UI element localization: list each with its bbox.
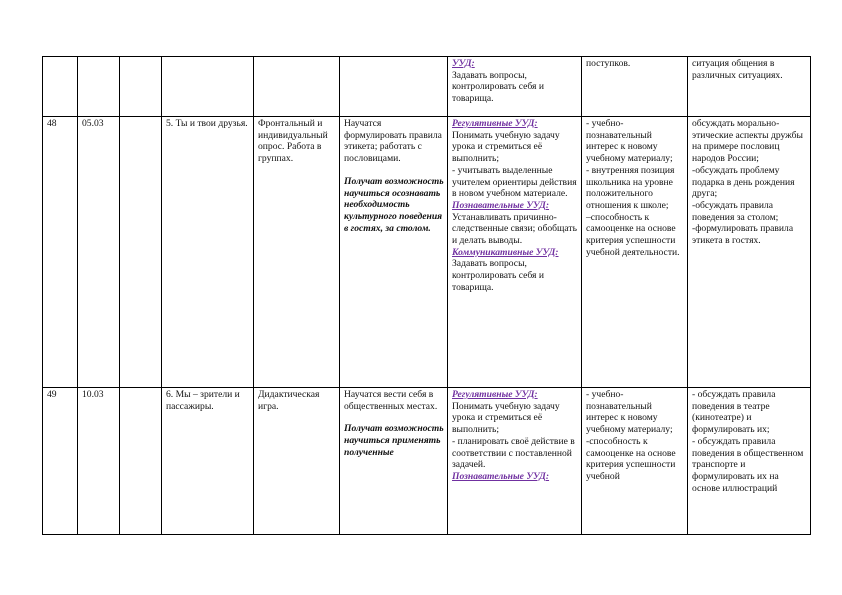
cell-uud <box>448 388 582 535</box>
cell-activities <box>688 57 811 117</box>
cell-subject-results <box>340 57 448 117</box>
table-row-continuation <box>43 57 811 117</box>
cell-topic: 5. Ты и твои друзья. <box>162 117 254 388</box>
uud-text: Задавать вопросы, контролировать себя и товарища. <box>452 69 547 105</box>
cell-topic <box>162 57 254 117</box>
uud-heading: Регулятивные УУД: <box>452 389 538 400</box>
uud-heading: Познавательные УУД: <box>452 470 550 482</box>
cell-number <box>43 57 78 117</box>
cell-date-fact <box>120 57 162 117</box>
uud-text: - планировать своё действие в соответствии с поставленной задачей. <box>452 435 578 471</box>
lesson-plan-table <box>42 56 811 535</box>
uud-text: - учитывать выделенные учителем ориентиры действия в новом учебном материале. <box>452 164 580 200</box>
activities-text: -формулировать правила этикета в гостях. <box>692 223 796 247</box>
personal-text: –способность к самооценке на основе критерия успешности учебной деятельности. <box>586 211 680 258</box>
cell-personal <box>582 117 688 388</box>
cell-form <box>254 57 340 117</box>
cell-date-fact <box>120 117 162 388</box>
cell-personal <box>582 57 688 117</box>
cell-personal <box>582 388 688 535</box>
uud-heading: УУД: <box>452 58 475 69</box>
subject-result-text: Научатся вести себя в общественных местах. <box>344 389 438 412</box>
personal-text: - внутренняя позиция школьника на уровне положительного отношения к школе; <box>586 164 677 211</box>
cell-uud <box>448 57 582 117</box>
personal-text: поступков. <box>586 58 631 69</box>
cell-number: 48 <box>43 117 78 388</box>
subject-result-text: Получат возможность научиться осознавать необходимость культурного поведения в гостях, за столом. <box>344 175 447 234</box>
activities-text: - обсуждать правила поведения в общественном транспорте и формулировать их на основе иллюстраций <box>692 435 806 494</box>
personal-text: -способность к самооценке на основе критерия успешности учебной <box>586 435 679 482</box>
cell-uud <box>448 117 582 388</box>
cell-date-plan <box>78 57 120 117</box>
activities-text: обсуждать морально-этические аспекты дружбы на примере пословиц народов России; <box>692 118 806 165</box>
table-row <box>43 388 811 535</box>
subject-result-text: Научатся формулировать правила этикета; работать с пословицами. <box>344 118 445 165</box>
personal-text: - учебно-познавательный интерес к новому учебному материалу; <box>586 118 673 165</box>
activities-text: - обсуждать правила поведения в театре (кинотеатре) и формулировать их; <box>692 389 778 436</box>
cell-form: Дидактическая игра. <box>254 388 340 535</box>
uud-text: Понимать учебную задачу урока и стремиться её выполнить; <box>452 129 563 165</box>
uud-heading: Познавательные УУД: <box>452 199 550 211</box>
uud-text: Понимать учебную задачу урока и стремиться её выполнить; <box>452 400 563 436</box>
activities-text: -обсуждать проблему подарка в день рождения друга; <box>692 164 797 200</box>
personal-text: - учебно-познавательный интерес к новому учебному материалу; <box>586 389 673 436</box>
cell-subject-results <box>340 117 448 388</box>
table-row <box>43 117 811 388</box>
cell-activities <box>688 117 811 388</box>
cell-date-plan: 05.03 <box>78 117 120 388</box>
cell-form: Фронтальный и индивидуальный опрос. Работа в группах. <box>254 117 340 388</box>
cell-activities <box>688 388 811 535</box>
cell-date-fact <box>120 388 162 535</box>
subject-result-text: Получат возможность научиться применять полученные <box>344 423 447 458</box>
cell-subject-results <box>340 388 448 535</box>
activities-text: ситуация общения в различных ситуациях. <box>692 58 783 81</box>
cell-topic: 6. Мы – зрители и пассажиры. <box>162 388 254 535</box>
uud-text: Устанавливать причинно-следственные связи; обобщать и делать выводы. <box>452 211 580 247</box>
cell-date-plan: 10.03 <box>78 388 120 535</box>
uud-heading: Регулятивные УУД: <box>452 118 538 129</box>
cell-number: 49 <box>43 388 78 535</box>
uud-text: Задавать вопросы, контролировать себя и товарища. <box>452 258 547 293</box>
uud-heading: Коммуникативные УУД: <box>452 246 559 258</box>
activities-text: -обсуждать правила поведения за столом; <box>692 199 779 223</box>
